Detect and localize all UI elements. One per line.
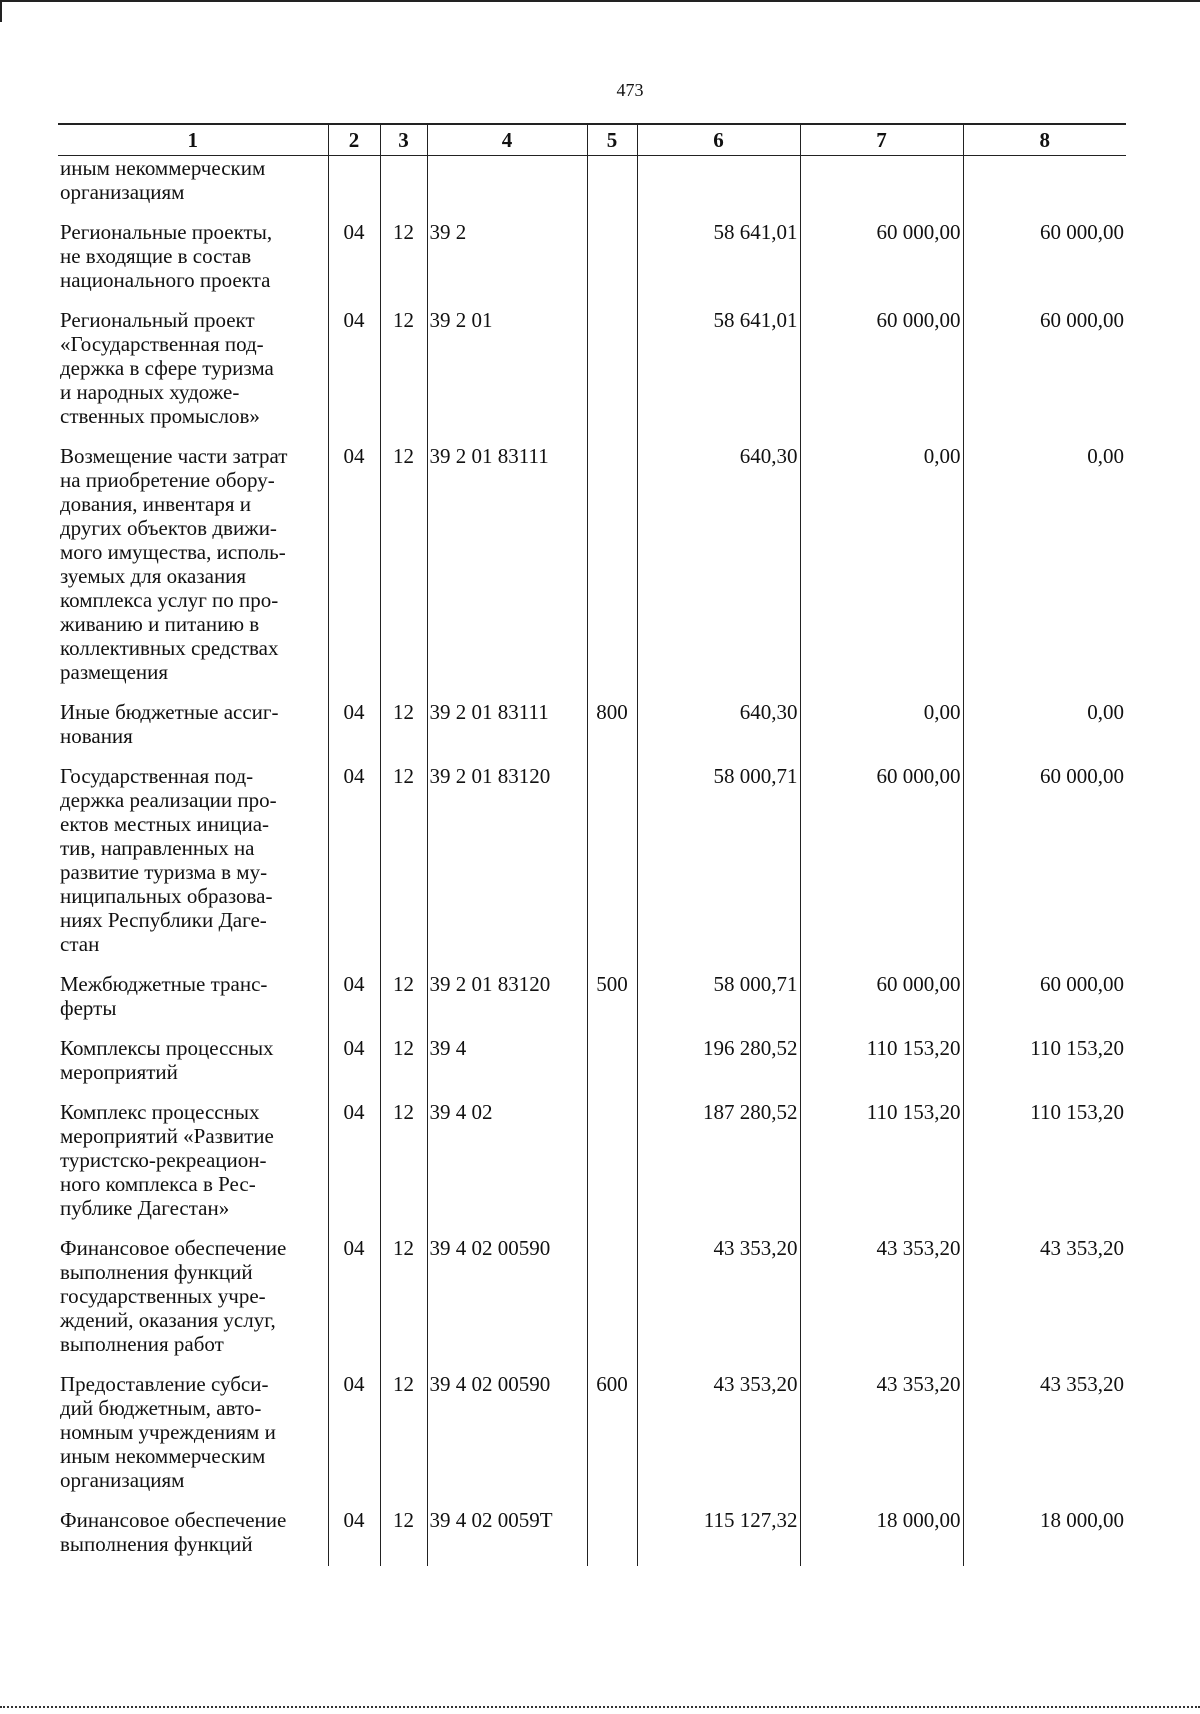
expense-type-code <box>587 1036 637 1100</box>
subsection-code: 12 <box>380 1236 427 1372</box>
column-header: 1 <box>58 124 328 156</box>
target-article-code: 39 4 02 00590 <box>427 1372 587 1508</box>
target-article-code <box>427 156 587 221</box>
amount-col-6: 640,30 <box>637 444 800 700</box>
amount-col-7: 60 000,00 <box>800 308 963 444</box>
amount-col-6: 43 353,20 <box>637 1372 800 1508</box>
amount-col-8: 60 000,00 <box>963 764 1126 972</box>
target-article-code: 39 2 <box>427 220 587 308</box>
row-title: Финансовое обеспечение выполнения функций <box>60 1508 287 1556</box>
expense-type-code <box>587 1508 637 1566</box>
target-article-code: 39 2 01 83120 <box>427 764 587 972</box>
table-row <box>58 1508 1126 1566</box>
target-article-code: 39 2 01 <box>427 308 587 444</box>
row-title: Межбюджетные транс- ферты <box>60 972 268 1020</box>
row-title: Региональные проекты, не входящие в состав национального проекта <box>60 220 273 292</box>
table-row <box>58 764 1126 972</box>
table-row <box>58 700 1126 764</box>
target-article-code: 39 2 01 83111 <box>427 700 587 764</box>
section-code: 04 <box>328 444 380 700</box>
amount-col-8: 110 153,20 <box>963 1100 1126 1236</box>
table-row <box>58 1036 1126 1100</box>
subsection-code: 12 <box>380 1508 427 1566</box>
table-row <box>58 220 1126 308</box>
table-row <box>58 308 1126 444</box>
expense-type-code <box>587 220 637 308</box>
subsection-code: 12 <box>380 700 427 764</box>
table-row <box>58 156 1126 221</box>
amount-col-8: 60 000,00 <box>963 220 1126 308</box>
expense-type-code <box>587 1100 637 1236</box>
target-article-code: 39 2 01 83120 <box>427 972 587 1036</box>
section-code <box>328 156 380 221</box>
amount-col-7: 60 000,00 <box>800 764 963 972</box>
column-header: 6 <box>637 124 800 156</box>
expense-type-code: 500 <box>587 972 637 1036</box>
page-bottom-rule <box>0 1706 1200 1708</box>
expense-type-code: 800 <box>587 700 637 764</box>
amount-col-8: 0,00 <box>963 700 1126 764</box>
section-code: 04 <box>328 1508 380 1566</box>
page-left-border <box>0 0 2 22</box>
table-row <box>58 1236 1126 1372</box>
row-title: Комплекс процессных мероприятий «Развитие туристско-рекреацион- ного комплекса в Рес- публике Дагестан» <box>60 1100 274 1220</box>
amount-col-8: 60 000,00 <box>963 308 1126 444</box>
subsection-code <box>380 156 427 221</box>
amount-col-6: 58 641,01 <box>637 308 800 444</box>
subsection-code: 12 <box>380 444 427 700</box>
column-header: 5 <box>587 124 637 156</box>
row-title: Финансовое обеспечение выполнения функций государственных учре- ждений, оказания услуг, выполнения работ <box>60 1236 287 1356</box>
amount-col-7: 110 153,20 <box>800 1036 963 1100</box>
expense-type-code <box>587 444 637 700</box>
amount-col-8: 43 353,20 <box>963 1236 1126 1372</box>
expense-type-code <box>587 308 637 444</box>
section-code: 04 <box>328 972 380 1036</box>
column-header: 7 <box>800 124 963 156</box>
subsection-code: 12 <box>380 308 427 444</box>
subsection-code: 12 <box>380 220 427 308</box>
expense-type-code <box>587 156 637 221</box>
subsection-code: 12 <box>380 1100 427 1236</box>
section-code: 04 <box>328 220 380 308</box>
target-article-code: 39 4 <box>427 1036 587 1100</box>
amount-col-7: 60 000,00 <box>800 972 963 1036</box>
row-title: Региональный проект «Государственная под- держка в сфере туризма и народных художе- ственных промыслов» <box>60 308 274 428</box>
subsection-code: 12 <box>380 1372 427 1508</box>
section-code: 04 <box>328 308 380 444</box>
section-code: 04 <box>328 1100 380 1236</box>
section-code: 04 <box>328 1036 380 1100</box>
amount-col-8: 110 153,20 <box>963 1036 1126 1100</box>
row-title: иным некоммерческим организациям <box>60 156 266 204</box>
amount-col-7: 43 353,20 <box>800 1372 963 1508</box>
amount-col-8: 60 000,00 <box>963 972 1126 1036</box>
amount-col-6: 58 000,71 <box>637 972 800 1036</box>
row-title: Государственная под- держка реализации про- ектов местных инициа- тив, направленных на развитие туризма в му- ниципальных образова- ниях Республики Даге- стан <box>60 764 277 956</box>
row-title: Предоставление субси- дий бюджетным, авто- номным учреждениям и иным некоммерческим организациям <box>60 1372 276 1492</box>
expense-type-code <box>587 1236 637 1372</box>
subsection-code: 12 <box>380 1036 427 1100</box>
row-title: Комплексы процессных мероприятий <box>60 1036 274 1084</box>
section-code: 04 <box>328 1236 380 1372</box>
section-code: 04 <box>328 1372 380 1508</box>
amount-col-8: 0,00 <box>963 444 1126 700</box>
expense-type-code: 600 <box>587 1372 637 1508</box>
amount-col-6: 640,30 <box>637 700 800 764</box>
page-number: 473 <box>616 80 644 100</box>
amount-col-6: 187 280,52 <box>637 1100 800 1236</box>
amount-col-7: 43 353,20 <box>800 1236 963 1372</box>
amount-col-6: 58 641,01 <box>637 220 800 308</box>
section-code: 04 <box>328 764 380 972</box>
expense-type-code <box>587 764 637 972</box>
column-header: 4 <box>427 124 587 156</box>
target-article-code: 39 2 01 83111 <box>427 444 587 700</box>
section-code: 04 <box>328 700 380 764</box>
amount-col-6 <box>637 156 800 221</box>
page-top-border <box>0 0 1200 2</box>
amount-col-7: 0,00 <box>800 444 963 700</box>
column-header: 3 <box>380 124 427 156</box>
target-article-code: 39 4 02 <box>427 1100 587 1236</box>
amount-col-6: 196 280,52 <box>637 1036 800 1100</box>
amount-col-6: 43 353,20 <box>637 1236 800 1372</box>
column-header: 8 <box>963 124 1126 156</box>
table-row <box>58 444 1126 700</box>
amount-col-6: 115 127,32 <box>637 1508 800 1566</box>
header-row <box>58 124 1126 156</box>
row-title: Иные бюджетные ассиг- нования <box>60 700 279 748</box>
amount-col-8 <box>963 156 1126 221</box>
subsection-code: 12 <box>380 972 427 1036</box>
target-article-code: 39 4 02 00590 <box>427 1236 587 1372</box>
table-row <box>58 1100 1126 1236</box>
amount-col-7: 0,00 <box>800 700 963 764</box>
amount-col-7: 60 000,00 <box>800 220 963 308</box>
subsection-code: 12 <box>380 764 427 972</box>
budget-table <box>58 123 1126 1566</box>
row-title: Возмещение части затрат на приобретение обору- дования, инвентаря и других объектов движи- мого имущества, исполь- зуемых для оказания комплекса услуг по про- живанию и питанию в коллективных средствах размещения <box>60 444 288 684</box>
amount-col-8: 43 353,20 <box>963 1372 1126 1508</box>
amount-col-7 <box>800 156 963 221</box>
amount-col-7: 18 000,00 <box>800 1508 963 1566</box>
column-header: 2 <box>328 124 380 156</box>
target-article-code: 39 4 02 0059Т <box>427 1508 587 1566</box>
amount-col-7: 110 153,20 <box>800 1100 963 1236</box>
amount-col-6: 58 000,71 <box>637 764 800 972</box>
table-row <box>58 1372 1126 1508</box>
table-row <box>58 972 1126 1036</box>
amount-col-8: 18 000,00 <box>963 1508 1126 1566</box>
